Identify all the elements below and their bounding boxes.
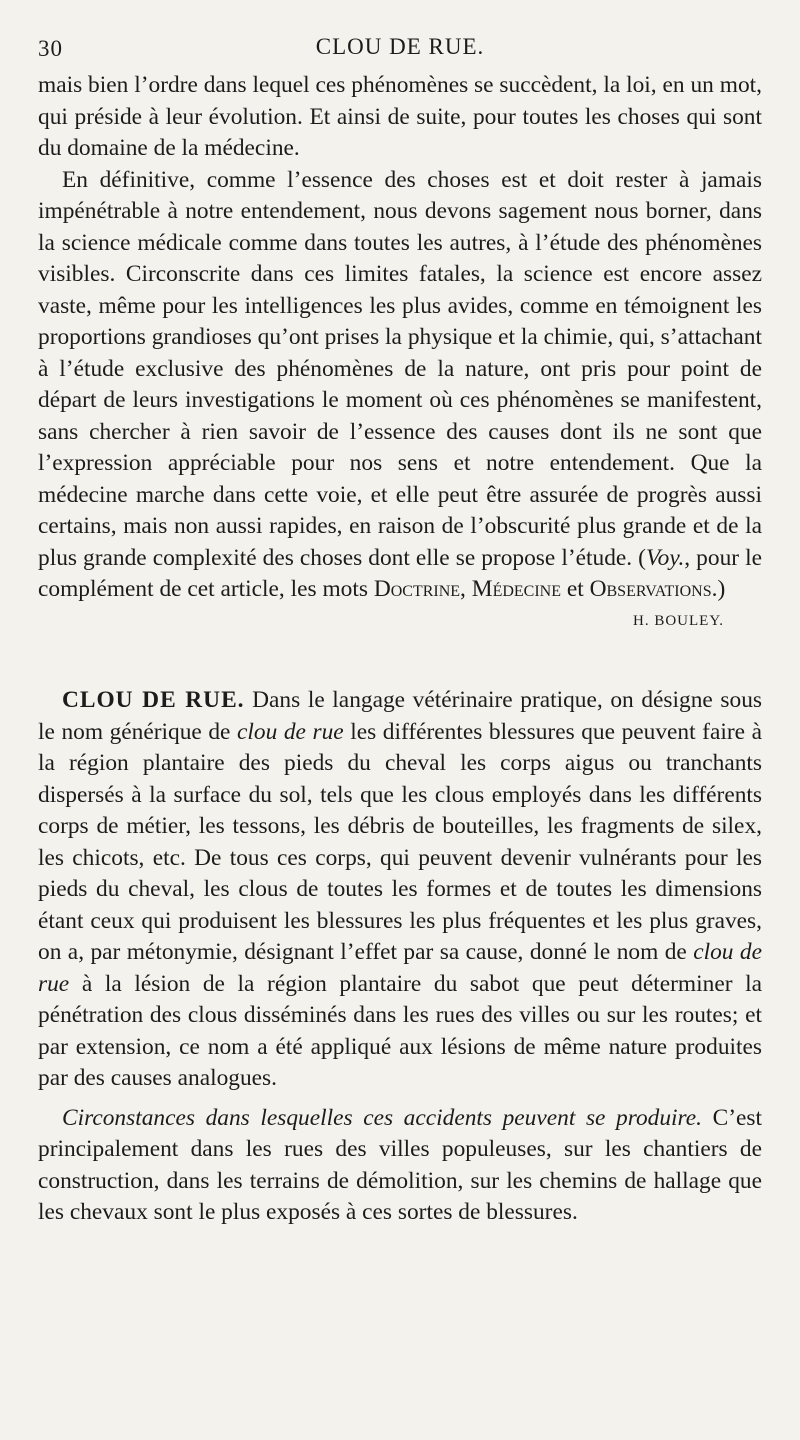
article-body (38, 70, 762, 1229)
paragraph-text: C’est principalement dans les rues des villes populeuses, sur les chantiers de construction, dans les terrains de démolition, sur les chemins de hallage que les chevaux sont le plus exposés à ces sortes de blessures. (38, 1104, 762, 1225)
section-divider (38, 637, 762, 685)
ref-observations: Observations (589, 576, 712, 602)
cross-reference: (Voy., pour le complément de cet article, les mots Doctrine, Médecine et Observations.) (38, 544, 762, 602)
subsection-heading: Circonstances dans lesquelles ces accidents peuvent se produire. (62, 1104, 703, 1131)
entry-title: CLOU DE RUE. (62, 687, 245, 713)
author-signature: H. BOULEY. (633, 612, 724, 629)
ref-doctrine: Doctrine (373, 576, 461, 602)
term-clou-de-rue: clou de rue (237, 718, 344, 745)
subsection-circonstances (38, 1103, 762, 1229)
term-clou-de-rue: clou de rue (38, 939, 762, 997)
running-title: CLOU DE RUE. (315, 34, 485, 59)
paragraph-text: mais bien l’ordre dans lequel ces phénomènes se succèdent, la loi, en un mot, qui préside à leur évolution. Et ainsi de suite, pour toutes les choses qui sont du domaine de la médecine. (38, 72, 762, 161)
paragraph-continued (38, 70, 762, 165)
voy-abbrev: Voy. (645, 544, 685, 571)
paragraph-definitive (38, 165, 762, 629)
page-number: 30 (38, 36, 63, 61)
paragraph-text: En définitive, comme l’essence des choses est et doit rester à jamais impénétrable à notre entendement, nous devons sagement nous borner, dans la science médicale comme dans toutes les autres, à l’étude des phénomènes visibles. Circonscrite dans ces limites fatales, la science est encore assez vaste, même pour les intelligences les plus avides, comme en témoignent les proportions grandioses qu’ont prises la physique et la chimie, qui, s’attachant à l’étude exclusive des phénomènes de la nature, ont pris pour point de départ de leurs investigations le moment où ces phénomènes se manifestent, sans chercher à rien savoir de l’essence des causes dont ils ne sont que l’expression appréciable pour nos sens et notre entendement. Que la médecine marche dans cette voie, et elle peut être assurée de progrès aussi certains, mais non aussi rapides, en raison de l’obscurité plus grande et de la plus grande complexité des choses dont elle se propose l’étude. (38, 166, 762, 571)
entry-intro: CLOU DE RUE. Dans le langage vétérinaire pratique, on désigne sous le nom générique de clou de rue les différentes blessures que peuvent faire à la région plantaire des pieds du cheval les corps aigus ou tranchants dispersés à la surface du sol, tels que les clous employés dans les différents corps de métier, les tessons, les débris de bouteilles, les fragments de silex, les chicots, etc. De tous ces corps, qui peuvent devenir vulnérants pour les pieds du cheval, les clous de toutes les formes et de toutes les dimensions étant ceux qui produisent les blessures les plus fréquentes et les plus graves, on a, par métonymie, désignant l’effet par sa cause, donné le nom de clou de rue à la lésion de la région plantaire du sabot que peut déterminer la pénétration des clous disséminés dans les rues des villes ou sur les routes; et par extension, ce nom a été appliqué aux lésions de même nature produites par des causes analogues. (38, 687, 762, 1091)
running-head (38, 30, 762, 70)
ref-medecine: Médecine (471, 576, 561, 602)
